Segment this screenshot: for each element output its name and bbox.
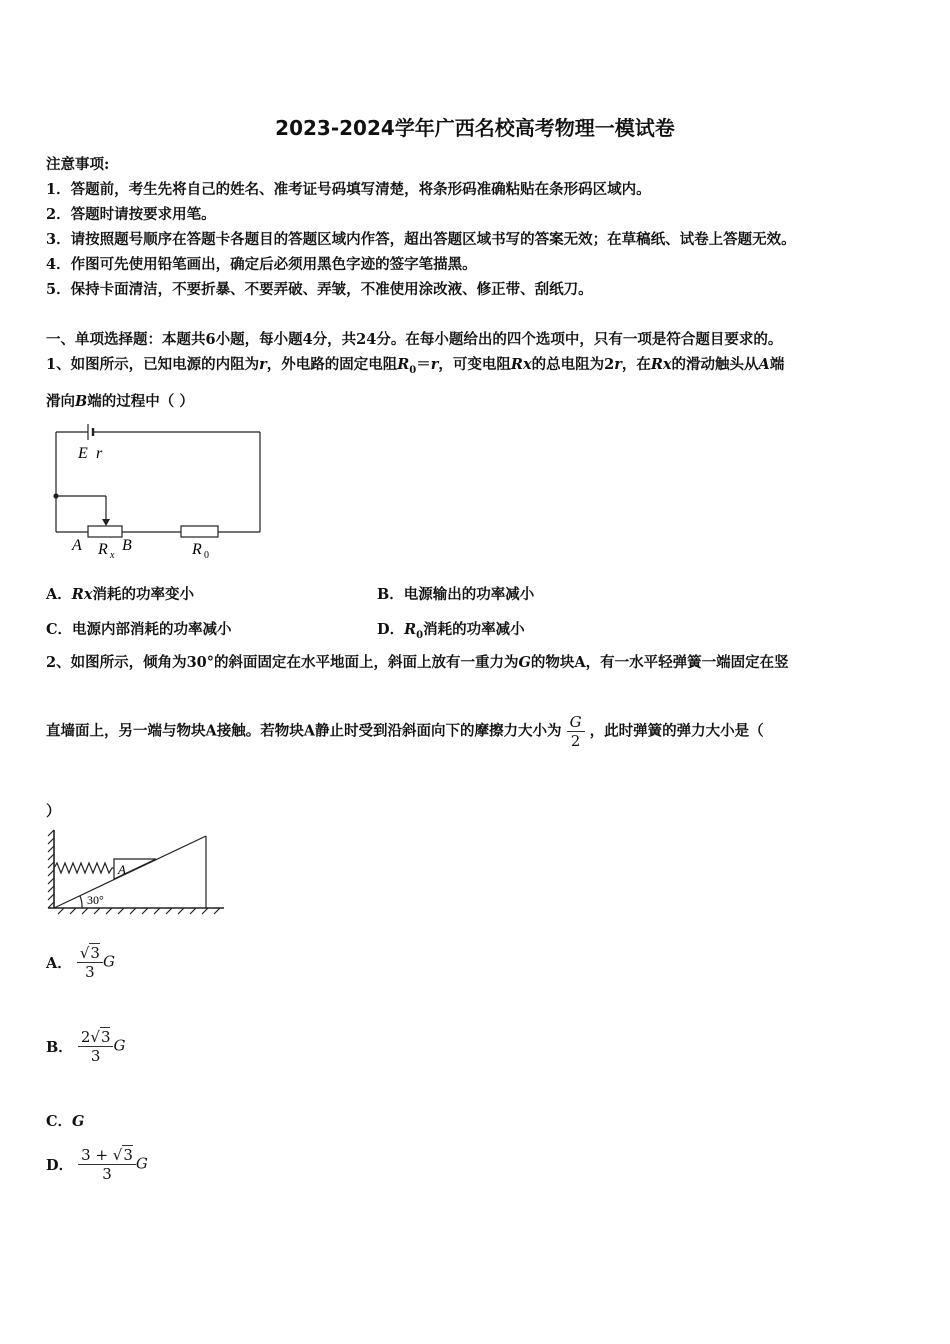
spring	[54, 863, 114, 873]
notice-item-4: 4．作图可先使用铅笔画出，确定后必须用黑色字迹的签字笔描黑。	[46, 256, 477, 273]
q2-option-c[interactable]: C．G	[46, 1113, 85, 1130]
label-angle: 30°	[87, 893, 104, 907]
label-b: B	[122, 537, 132, 554]
page-title: 2023-2024学年广西名校高考物理一模试卷	[275, 116, 675, 140]
label-rx: R	[98, 541, 108, 558]
section-heading: 一、单项选择题：本题共6小题，每小题4分，共24分。在每小题给出的四个选项中，只有一项是符合题目要求的。	[46, 331, 783, 348]
label-block-a: A	[118, 862, 126, 877]
label-e: E	[78, 445, 88, 462]
label-r0: R	[192, 541, 202, 558]
notice-item-3: 3．请按照题号顺序在答题卡各题目的答题区域内作答，超出答题区域书写的答案无效；在草稿纸、试卷上答题无效。	[46, 231, 796, 248]
label-r0-sub: 0	[204, 550, 209, 561]
q2-option-a[interactable]: A． $\frac{√3}{3}$ G	[46, 944, 115, 981]
label-a: A	[72, 537, 82, 554]
label-r: r	[96, 445, 103, 462]
notice-item-2: 2．答题时请按要求用笔。	[46, 206, 216, 223]
q1-option-d[interactable]: D．$R_0$消耗的功率减小	[377, 621, 525, 641]
q1-option-b[interactable]: B．电源输出的功率减小	[377, 586, 535, 603]
notice-heading: 注意事项:	[46, 156, 110, 173]
option-a-fraction: $\frac{√3}{3}$	[77, 944, 103, 981]
rx-resistor	[88, 526, 122, 537]
fraction-g-over-2: $\frac{G}{2}$	[567, 713, 585, 750]
label-rx-sub: x	[110, 550, 115, 561]
q1-option-c[interactable]: C．电源内部消耗的功率减小	[46, 621, 232, 638]
q2-option-b[interactable]: B． $\frac{2√3}{3}$ G	[46, 1028, 126, 1065]
q1-option-a[interactable]: A．Rx消耗的功率变小	[46, 586, 194, 603]
q2-stem-line3: ）	[46, 803, 61, 820]
option-b-fraction: $\frac{2√3}{3}$	[78, 1028, 114, 1065]
q1-stem-line1: 1、如图所示，已知电源的内阻为r，外电路的固定电阻$R_0=r$，可变电阻Rx的总电阻为2r，在Rx的滑动触头从A端	[46, 356, 785, 376]
q2-stem-line2: 直墙面上，另一端与物块A接触。若物块A静止时受到沿斜面向下的摩擦力大小为 $\frac{G}{2}$ ，此时弹簧的弹力大小是（	[46, 713, 764, 750]
q2-stem-line1: 2、如图所示，倾角为30°的斜面固定在水平地面上，斜面上放有一重力为G的物块A，有一水平轻弹簧一端固定在竖	[46, 654, 789, 671]
q1-stem-line2: 滑向B端的过程中（ ）	[46, 393, 194, 410]
notice-item-5: 5．保持卡面清洁，不要折暴、不要弄破、弄皱，不准使用涂改液、修正带、刮纸刀。	[46, 281, 593, 298]
q2-option-d[interactable]: D． $\frac{3 + √3}{3}$ G	[46, 1146, 148, 1183]
q1-circuit-diagram	[50, 420, 270, 565]
r0-resistor	[181, 526, 218, 537]
notice-item-1: 1．答题前，考生先将自己的姓名、准考证号码填写清楚，将条形码准确粘贴在条形码区域内。	[46, 181, 651, 198]
option-d-fraction: $\frac{3 + √3}{3}$	[78, 1146, 136, 1183]
q2-incline-diagram	[42, 828, 232, 920]
